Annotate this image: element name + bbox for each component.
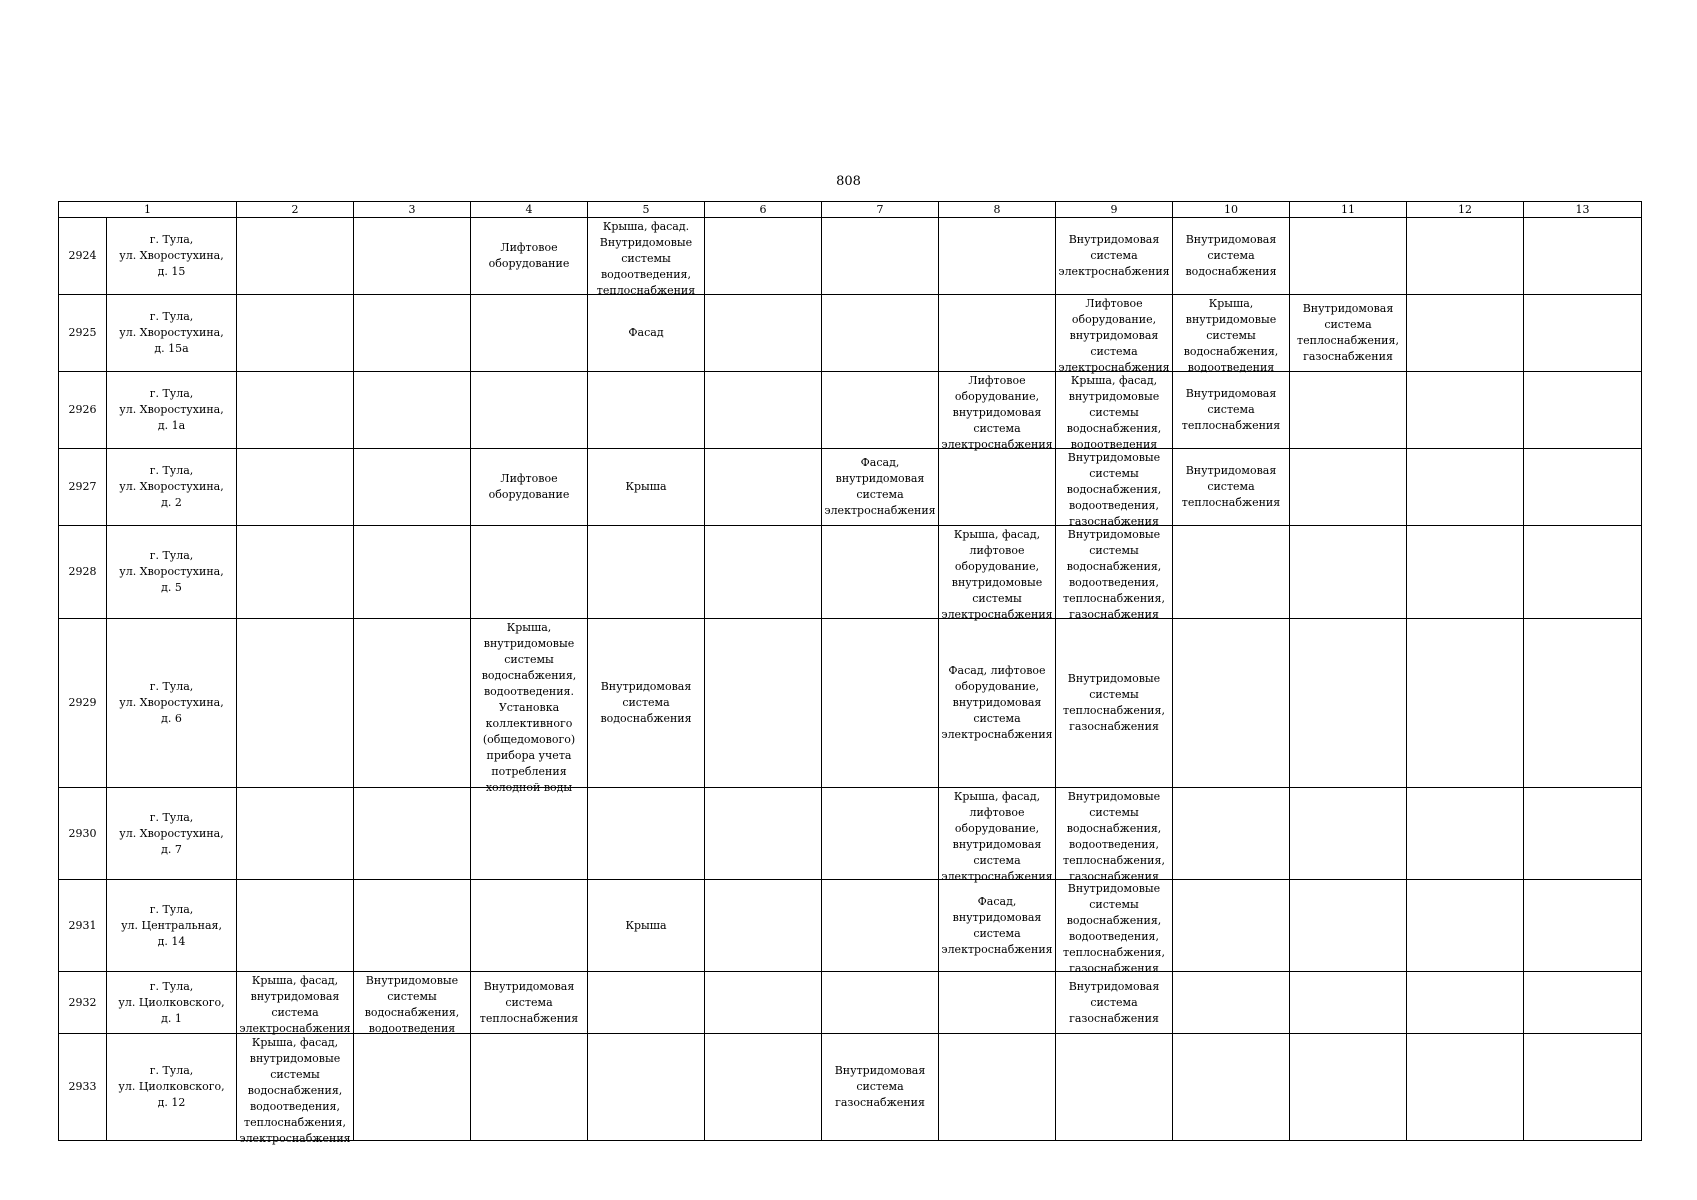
work-cell (471, 1034, 588, 1141)
work-cell (1173, 295, 1290, 372)
column-header: 6 (705, 202, 822, 218)
work-cell (822, 295, 939, 372)
work-cell (1056, 1034, 1173, 1141)
work-text: Внутридомовая система газоснабжения (834, 1064, 926, 1109)
address-text: г. Тула, ул. Циолковского, д. 12 (118, 1064, 225, 1109)
work-cell (354, 619, 471, 788)
column-header: 13 (1524, 202, 1642, 218)
work-cell (1407, 449, 1524, 526)
work-text: Внутридомовая система газоснабжения (1068, 979, 1160, 1025)
work-cell (1173, 218, 1290, 295)
address-cell (107, 449, 237, 526)
work-text: Лифтовое оборудование, внутридомовая система электроснабжения (941, 373, 1053, 451)
work-cell (588, 372, 705, 449)
column-header: 2 (237, 202, 354, 218)
table-row (59, 526, 1642, 619)
work-cell (237, 972, 354, 1034)
work-cell (1524, 788, 1642, 880)
work-text: Внутридомовые системы водоснабжения, водоотведения, теплоснабжения, газоснабжения (1063, 527, 1165, 621)
work-cell (1056, 880, 1173, 975)
work-cell (1407, 295, 1524, 372)
work-cell (1524, 619, 1642, 788)
address-cell (107, 972, 237, 1034)
table-body (59, 218, 1642, 1145)
table-row (59, 619, 1642, 788)
work-text: Фасад, лифтовое оборудование, внутридомовая система электроснабжения (941, 664, 1053, 741)
work-cell (1524, 526, 1642, 619)
work-text: Лифтовое оборудование (488, 472, 570, 501)
work-cell (588, 972, 705, 1034)
work-cell (1524, 449, 1642, 526)
work-cell (588, 880, 705, 972)
work-cell (237, 619, 354, 788)
work-cell (705, 972, 822, 1034)
work-cell (237, 218, 354, 295)
address-cell (107, 372, 237, 449)
work-cell (1524, 295, 1642, 372)
address-text: г. Тула, ул. Хворостухина, д. 15а (119, 310, 224, 355)
work-cell (705, 372, 822, 449)
work-cell (1524, 218, 1642, 295)
work-cell (1056, 972, 1173, 1034)
work-cell (1290, 218, 1407, 295)
work-cell (471, 526, 588, 619)
work-cell (1056, 218, 1173, 295)
work-text: Внутридомовые системы теплоснабжения, газоснабжения (1063, 672, 1165, 733)
table-row (59, 1034, 1642, 1141)
work-cell (1173, 526, 1290, 619)
address-cell (107, 295, 237, 372)
work-text: Крыша, фасад, лифтовое оборудование, внутридомовая система электроснабжения (941, 789, 1053, 883)
address-text: г. Тула, ул. Циолковского, д. 1 (118, 979, 225, 1025)
work-cell (354, 295, 471, 372)
work-cell (1056, 295, 1173, 372)
work-cell (1290, 295, 1407, 372)
address-text: г. Тула, ул. Хворостухина, д. 1а (119, 387, 224, 432)
work-cell (588, 1034, 705, 1141)
work-text: Внутридомовая система водоснабжения (1185, 233, 1277, 278)
work-cell (588, 619, 705, 788)
work-cell (471, 880, 588, 972)
address-text: г. Тула, ул. Хворостухина, д. 15 (119, 233, 224, 278)
work-text: Крыша, фасад, внутридомовые системы водоснабжения, водоотведения, теплоснабжения, электроснабжения (239, 1035, 351, 1145)
work-text: Внутридомовая система водоснабжения (600, 680, 692, 725)
work-cell (471, 295, 588, 372)
work-cell (822, 788, 939, 880)
work-cell (1290, 880, 1407, 972)
work-cell (354, 372, 471, 449)
work-cell (354, 788, 471, 880)
address-text: г. Тула, ул. Хворостухина, д. 6 (119, 680, 224, 725)
capital-repair-table (58, 201, 1642, 1145)
work-cell (588, 218, 705, 295)
work-cell (1407, 218, 1524, 295)
work-cell (237, 880, 354, 972)
work-cell (588, 295, 705, 372)
work-cell (705, 449, 822, 526)
work-cell (1290, 972, 1407, 1034)
work-cell (471, 449, 588, 526)
work-cell (1173, 880, 1290, 972)
column-header: 5 (588, 202, 705, 218)
address-cell (107, 619, 237, 788)
work-cell (939, 880, 1056, 972)
row-number: 2932 (59, 972, 107, 1034)
work-text: Фасад (628, 326, 664, 339)
table-row (59, 788, 1642, 880)
row-number: 2933 (59, 1034, 107, 1141)
column-header: 10 (1173, 202, 1290, 218)
work-cell (1290, 372, 1407, 449)
column-header: 8 (939, 202, 1056, 218)
address-text: г. Тула, ул. Хворостухина, д. 5 (119, 549, 224, 594)
work-cell (705, 218, 822, 295)
work-cell (939, 1034, 1056, 1141)
work-cell (1407, 788, 1524, 880)
work-text: Крыша, внутридомовые системы водоснабжения, водоотведения. Установка коллективного (общедомового) прибора учета потребления холодной воды (481, 620, 577, 794)
work-cell (1290, 526, 1407, 619)
work-cell (1407, 372, 1524, 449)
column-header: 1 (59, 202, 237, 218)
work-cell (705, 619, 822, 788)
table-row (59, 449, 1642, 526)
work-cell (1407, 1034, 1524, 1141)
column-header: 11 (1290, 202, 1407, 218)
work-cell (354, 1034, 471, 1141)
row-number: 2930 (59, 788, 107, 880)
work-cell (822, 372, 939, 449)
work-text: Лифтовое оборудование, внутридомовая система электроснабжения (1058, 296, 1170, 374)
work-text: Внутридомовая система электроснабжения (1058, 233, 1170, 278)
work-text: Внутридомовая система теплоснабжения (479, 979, 579, 1025)
row-number: 2927 (59, 449, 107, 526)
address-cell (107, 788, 237, 880)
work-text: Внутридомовые системы водоснабжения, водоотведения (364, 973, 460, 1035)
work-cell (939, 972, 1056, 1034)
work-cell (939, 788, 1056, 883)
work-text: Крыша, внутридомовые системы водоснабжения, водоотведения (1183, 296, 1279, 374)
table-row (59, 880, 1642, 972)
row-number: 2926 (59, 372, 107, 449)
work-cell (939, 218, 1056, 295)
work-cell (354, 972, 471, 1034)
table-row (59, 218, 1642, 295)
table-row (59, 372, 1642, 449)
address-text: г. Тула, ул. Хворостухина, д. 2 (119, 464, 224, 509)
work-text: Крыша (625, 918, 667, 932)
row-number: 2925 (59, 295, 107, 372)
row-number: 2928 (59, 526, 107, 619)
work-text: Крыша, фасад. Внутридомовые системы водоотведения, теплоснабжения (596, 219, 696, 297)
work-cell (237, 449, 354, 526)
address-text: г. Тула, ул. Хворостухина, д. 7 (119, 810, 224, 856)
work-cell (1290, 1034, 1407, 1141)
work-cell (1173, 372, 1290, 449)
address-cell (107, 218, 237, 295)
work-cell (705, 526, 822, 619)
work-cell (822, 880, 939, 972)
work-cell (705, 880, 822, 972)
work-cell (822, 972, 939, 1034)
work-cell (1407, 880, 1524, 972)
table-row (59, 972, 1642, 1034)
work-cell (939, 619, 1056, 788)
work-cell (237, 788, 354, 880)
work-cell (1173, 619, 1290, 788)
work-cell (1524, 1034, 1642, 1141)
work-text: Крыша, фасад, внутридомовая система электроснабжения (239, 973, 351, 1035)
work-cell (1524, 972, 1642, 1034)
work-cell (822, 449, 939, 526)
work-cell (939, 449, 1056, 526)
column-number-row (59, 202, 1642, 218)
work-text: Крыша (625, 480, 667, 493)
work-cell (1173, 972, 1290, 1034)
row-number: 2924 (59, 218, 107, 295)
page-number: 808 (836, 174, 861, 189)
work-text: Внутридомовые системы водоснабжения, водоотведения, теплоснабжения, газоснабжения (1063, 881, 1165, 975)
work-cell (237, 295, 354, 372)
work-cell (939, 526, 1056, 619)
work-cell (1290, 788, 1407, 880)
column-header: 3 (354, 202, 471, 218)
work-cell (354, 880, 471, 972)
column-header: 4 (471, 202, 588, 218)
work-cell (1407, 526, 1524, 619)
work-cell (1173, 1034, 1290, 1141)
work-cell (1290, 449, 1407, 526)
work-text: Внутридомовые системы водоснабжения, водоотведения, теплоснабжения, газоснабжения (1063, 789, 1165, 883)
work-text: Внутридомовые системы водоснабжения, водоотведения, газоснабжения (1066, 450, 1162, 528)
address-cell (107, 526, 237, 619)
work-cell (471, 972, 588, 1034)
work-text: Крыша, фасад, лифтовое оборудование, внутридомовые системы электроснабжения (941, 527, 1053, 621)
work-cell (705, 1034, 822, 1141)
work-cell (471, 619, 588, 794)
work-cell (588, 449, 705, 526)
work-cell (939, 372, 1056, 449)
work-cell (1056, 372, 1173, 449)
work-cell (822, 526, 939, 619)
work-cell (471, 788, 588, 880)
work-cell (471, 218, 588, 295)
work-cell (1056, 788, 1173, 883)
work-cell (822, 1034, 939, 1141)
table-row (59, 295, 1642, 372)
work-cell (354, 449, 471, 526)
work-text: Фасад, внутридомовая система электроснабжения (941, 894, 1053, 956)
work-cell (237, 372, 354, 449)
work-text: Внутридомовая система теплоснабжения (1181, 387, 1281, 432)
column-header: 12 (1407, 202, 1524, 218)
work-cell (588, 526, 705, 619)
work-text: Крыша, фасад, внутридомовые системы водоснабжения, водоотведения (1066, 373, 1162, 451)
work-cell (822, 218, 939, 295)
work-cell (354, 526, 471, 619)
work-cell (1524, 880, 1642, 972)
address-cell (107, 880, 237, 972)
work-cell (354, 218, 471, 295)
work-cell (705, 295, 822, 372)
row-number: 2931 (59, 880, 107, 972)
work-text: Лифтовое оборудование (488, 241, 570, 270)
work-cell (705, 788, 822, 880)
work-cell (939, 295, 1056, 372)
address-cell (107, 1034, 237, 1141)
work-cell (1407, 972, 1524, 1034)
work-cell (1290, 619, 1407, 788)
work-cell (1056, 449, 1173, 526)
column-header: 7 (822, 202, 939, 218)
work-cell (1173, 449, 1290, 526)
work-text: Внутридомовая система теплоснабжения, газоснабжения (1297, 302, 1399, 363)
work-text: Фасад, внутридомовая система электроснабжения (824, 456, 936, 517)
row-number: 2929 (59, 619, 107, 788)
work-cell (1056, 526, 1173, 619)
work-cell (1524, 372, 1642, 449)
work-cell (588, 788, 705, 880)
work-cell (471, 372, 588, 449)
column-header: 9 (1056, 202, 1173, 218)
work-cell (1173, 788, 1290, 880)
address-text: г. Тула, ул. Центральная, д. 14 (121, 902, 222, 948)
work-cell (237, 526, 354, 619)
work-text: Внутридомовая система теплоснабжения (1181, 464, 1281, 509)
work-cell (822, 619, 939, 788)
work-cell (237, 1034, 354, 1145)
work-cell (1056, 619, 1173, 788)
work-cell (1407, 619, 1524, 788)
